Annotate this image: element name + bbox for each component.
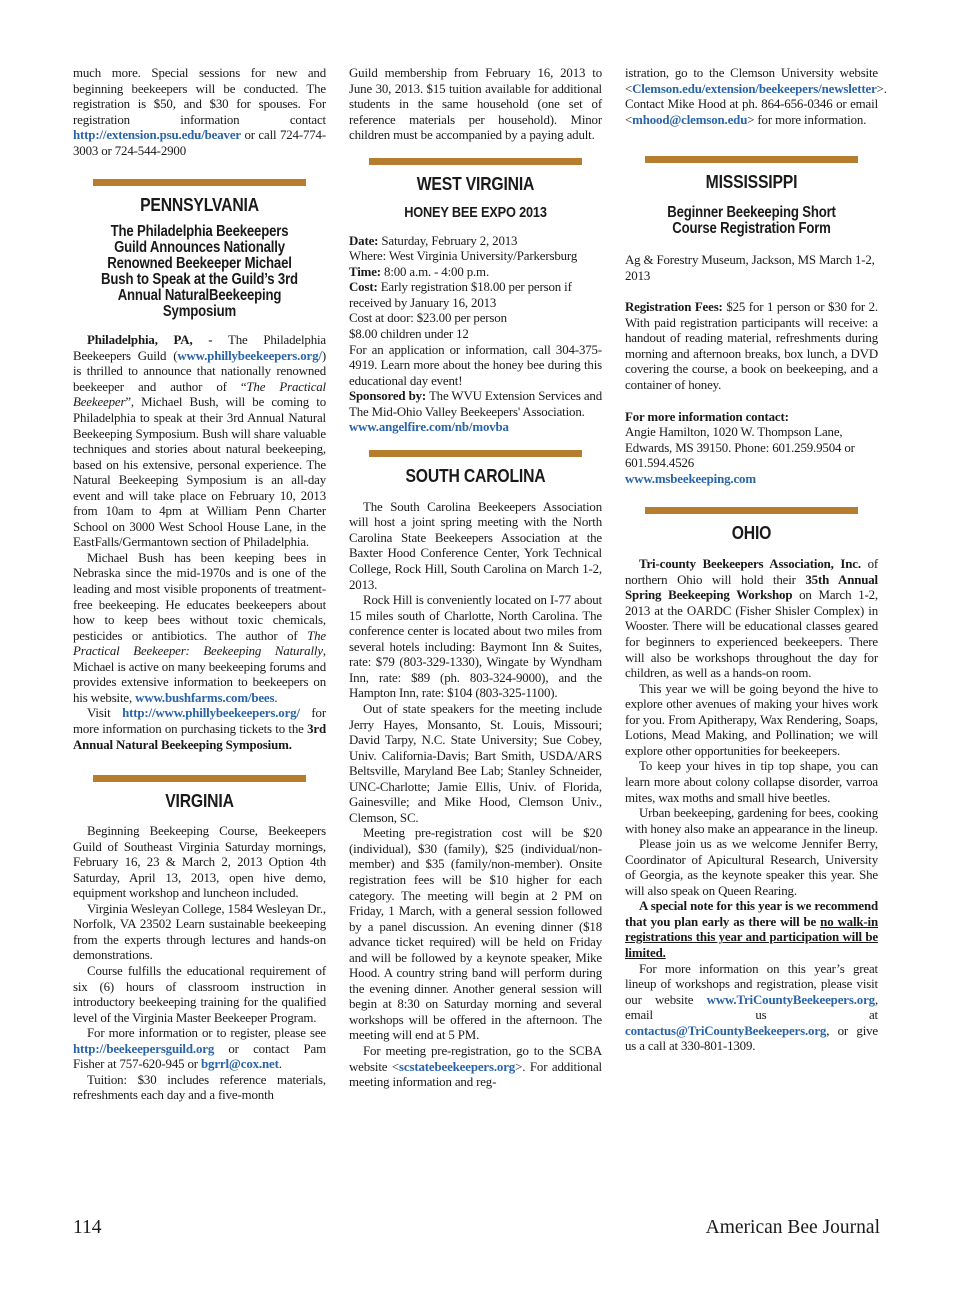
column-3 <box>625 66 887 1055</box>
intro-tail: or call 724-774-3003 or 724-544-2900 <box>73 128 326 158</box>
msbeekeeping-link[interactable]: www.msbeekeeping.com <box>625 471 756 486</box>
section-title-south-carolina: SOUTH CAROLINA <box>405 464 546 486</box>
pennsylvania-paragraph: Philadelphia, PA, - The Philadelphia Beekeepers Guild (www.phillybeekeepers.org/) is thrilled to announce that nationally renowned beekeeper and author of “The Practical Beekeeper”, Michael Bush, will be coming to Philadelphia to speak at their 3rd Annual Natural Beekeeping Symposium. Bush will share valuable techniques and stories about natural beekeeping, based on his extensive, personal experience. The Natural Beekeeping Symposium is an all-day event and will take place on February 10, 2013 from 10am to 4pm at William Penn Charter School on 3000 West School House Lane, in the EastFalls/Germantown section of Philadelphia. <box>73 333 326 550</box>
honey-bee-expo-title: HONEY BEE EXPO 2013 <box>404 203 547 221</box>
section-title-pennsylvania: PENNSYLVANIA <box>140 194 259 216</box>
section-rule <box>645 156 858 163</box>
movba-link[interactable]: www.angelfire.com/nb/movba <box>349 420 509 435</box>
expo-details: Date: Saturday, February 2, 2013 Where: West Virginia University/Parkersburg Time: 8:00 a.m. - 4:00 p.m. Cost: Early registration $18.00 per person if received by January 16, 2013 Cost at door: $23.00 per person $8.00 children under 12 <box>349 233 578 342</box>
ohio-paragraph: This year we will be going beyond the hive to explore other avenues of making your hives work for you. From Apitherapy, Wax Rendering, Soaps, Lotions, Mead Making, and Pollination; we will explore other opportunities for beekeepers. <box>625 681 878 758</box>
south-carolina-paragraph: Meeting pre-registration cost will be $20 (individual), $30 (family), $25 (individual/non-member) and $35 (family/non-member). Onsite registration fees will be $10 higher for each category. The meeting will begin at 2 PM on Friday, 1 March, with a general session followed by a panel discussion. An evening dinner ($18 advance ticket required) will be held on Friday and will be followed by a keynote speaker, Mike Hood. A country string band will perform during the evening dinner. Another general session will begin at 8:30 on Saturday morning and several workshops will be offered in the afternoon. The meeting will end at 5 PM. <box>349 826 602 1043</box>
section-rule <box>369 450 582 457</box>
mississippi-fees: Registration Fees: $25 for 1 person or $30 for 2. With paid registration participants will receive: a handout of reading material, refreshments during morning and afternoon breaks, box lunch, a DVD covering the course, a book on beekeeping, and a container of honey. <box>625 300 879 393</box>
continued-text: Guild membership from February 16, 2013 to June 30, 2013. $15 tuition available for additional students in the same household (one set of reference materials per household). Minor children must be accompanied by a paying adult. <box>349 66 602 143</box>
virginia-paragraph: Virginia Wesleyan College, 1584 Wesleyan Dr., Norfolk, VA 23502 Learn sustainable beekeeping from the experts through lectures and hands-on demonstrations. <box>73 901 326 963</box>
clemson-link[interactable]: Clemson.edu/extension/beekeepers/newsletter <box>632 81 877 96</box>
expo-info: For an application or information, call 304-375-4919. Learn more about the honey bee during this educational day event! <box>349 342 602 388</box>
virginia-paragraph: Beginning Beekeeping Course, Beekeepers Guild of Southeast Virginia Saturday mornings, February 16, 23 & March 2, 2013 Option 4th Saturday, April 13, 2013, open hive demo, equipment workshop and luncheon included. <box>73 824 326 901</box>
intro-text: much more. Special sessions for new and beginning beekeepers will be conducted. The registration is $50, and $30 for spouses. For registration information contact <box>73 66 326 127</box>
ohio-paragraph: For more information on this year’s great lineup of workshops and registration, please visit our website www.TriCountyBeekeepers.org, email us at contactus@TriCountyBeekeepers.org, or give us a call at 330-801-1309. <box>625 961 879 1054</box>
virginia-paragraph: Tuition: $30 includes reference materials, refreshments each day and a five-month <box>73 1072 326 1103</box>
mississippi-subtitle: Beginner Beekeeping Short Course Registration Form <box>667 204 836 238</box>
extension-link[interactable]: http://extension.psu.edu/beaver <box>73 128 241 143</box>
beekeepers-guild-link[interactable]: http://beekeepersguild.org <box>73 1041 215 1056</box>
section-title-mississippi: MISSISSIPPI <box>705 171 798 193</box>
south-carolina-paragraph: Out of state speakers for the meeting include Jerry Hayes, Monsanto, St. Louis, Missouri; David Tarpy, N.C. State University; Sue Cobey, Univ. California-Davis; Bart Smith, USDA/ARS Beltsville, Maryland Bee Lab; Stanley Schneider, UNC-Charlotte; Jamie Ellis, Univ. of Florida, Gainesville; and Mike Hood, Clemson Univ., Clemson, SC. <box>349 701 602 825</box>
tricounty-link[interactable]: www.TriCountyBeekeepers.org <box>706 992 875 1007</box>
south-carolina-paragraph: Rock Hill is conveniently located on I-77 about 15 miles south of Charlotte, North Carolina. The conference center is located about two miles from several hotels including: Baymont Inn & Suites, rate: $79 (803-329-1330), Wingate by Wyndham Inn, rate: $89 (ph. 803-324-9000), and the Hampton Inn, rate: $104 (803-325-1100). <box>349 593 602 701</box>
mississippi-contact: For more information contact: Angie Hamilton, 1020 W. Thompson Lane, Edwards, MS 39150. Phone: 601.259.9504 or 601.594.4526 www.msbeekeeping.com <box>625 409 855 486</box>
ohio-paragraph: Tri-county Beekeepers Association, Inc. of northern Ohio will hold their 35th Annual Spring Beekeeping Workshop on March 1-2, 2013 at the OARDC (Fisher Shisler Complex) in Wooster. There will be educational classes geared for beginners to experienced beekeepers. There will also be workshops throughout the day for children, as well as a hands-on room. <box>625 557 879 681</box>
section-rule <box>93 775 306 782</box>
south-carolina-paragraph: The South Carolina Beekeepers Association will host a joint spring meeting with the North Carolina State Beekeepers Association at the Baxter Hood Conference Center, York Technical College, Rock Hill, South Carolina on March 1-2, 2013. <box>349 499 602 592</box>
ohio-special-note: A special note for this year is we recommend that you plan early as there will be no walk-in registrations this year and participation will be limited. <box>625 899 879 960</box>
ohio-paragraph: Urban beekeeping, gardening for bees, cooking with honey also make an appearance in the lineup. <box>625 806 878 836</box>
continued-text <box>73 66 326 159</box>
scba-link[interactable]: scstatebeekeepers.org <box>399 1059 516 1074</box>
column-1 <box>73 66 326 1104</box>
page-number: 114 <box>73 1217 102 1238</box>
email-link[interactable]: mhood@clemson.edu <box>632 112 748 127</box>
philly-guild-url-link[interactable]: http://www.phillybeekeepers.org/ <box>122 706 300 721</box>
column-2 <box>349 66 602 1091</box>
virginia-paragraph: Course fulfills the educational requirement of six (6) hours of classroom instruction in introductory beekeeping training for the qualified level of the Virginia Master Beekeeper Program. <box>73 963 326 1025</box>
mississippi-location: Ag & Forestry Museum, Jackson, MS March 1-2, 2013 <box>625 253 875 283</box>
journal-title: American Bee Journal <box>705 1217 880 1238</box>
section-title-west-virginia: WEST VIRGINIA <box>416 172 535 194</box>
email-link[interactable]: contactus@TriCountyBeekeepers.org <box>625 1023 827 1038</box>
south-carolina-paragraph: For meeting pre-registration, go to the SCBA website <scstatebeekeepers.org>. For additional meeting information and reg- <box>349 1043 602 1090</box>
pennsylvania-paragraph: Michael Bush has been keeping bees in Nebraska since the mid-1970s and is one of the leading and most visible proponents of treatment-free beekeeping. He educates beekeepers about how to keep bees without toxic chemicals, pesticides or antibiotics. The author of The Practical Beekeeper: Beekeeping Naturally, Michael is active on many beekeeping forums and provides extensive information to beekeepers on his website, www.bushfarms.com/bees. <box>73 550 326 705</box>
expo-sponsor: Sponsored by: The WVU Extension Services and The Mid-Ohio Valley Beekeepers' Association. <box>349 389 602 419</box>
section-rule <box>93 179 306 186</box>
bushfarms-link[interactable]: www.bushfarms.com/bees <box>135 690 275 705</box>
section-title-virginia: VIRGINIA <box>165 790 234 812</box>
section-rule <box>645 507 858 514</box>
section-rule <box>369 158 582 165</box>
virginia-paragraph: For more information or to register, please see http://beekeepersguild.org or contact Pam Fisher at 757-620-945 or bgrrl@cox.net. <box>73 1026 326 1072</box>
pennsylvania-paragraph: Visit http://www.phillybeekeepers.org/ for more information on purchasing tickets to the 3rd Annual Natural Beekeeping Symposium. <box>73 706 326 752</box>
continued-text: istration, go to the Clemson University website <Clemson.edu/extension/beekeepers/newsletter>. Contact Mike Hood at ph. 864-656-0346 or email <mhood@clemson.edu> for more information. <box>625 66 887 127</box>
section-title-ohio: OHIO <box>731 522 772 544</box>
philly-guild-link[interactable]: www.phillybeekeepers.org/ <box>177 348 322 363</box>
email-link[interactable]: bgrrl@cox.net <box>201 1057 279 1072</box>
ohio-paragraph: To keep your hives in tip top shape, you can learn more about colony collapse disorder, varroa mites, wax moths and small hive beetles. <box>625 759 878 805</box>
pennsylvania-headline: The Philadelphia Beekeepers Guild Announces Nationally Renowned Beekeeper Michael Bush to Speak at the Guild’s 3rd Annual NaturalBeekeeping Symposium <box>101 223 298 321</box>
ohio-paragraph: Please join us as we welcome Jennifer Berry, Coordinator of Apicultural Research, University of Georgia, as the keynote speaker this year. She will also speak on Queen Rearing. <box>625 837 878 898</box>
